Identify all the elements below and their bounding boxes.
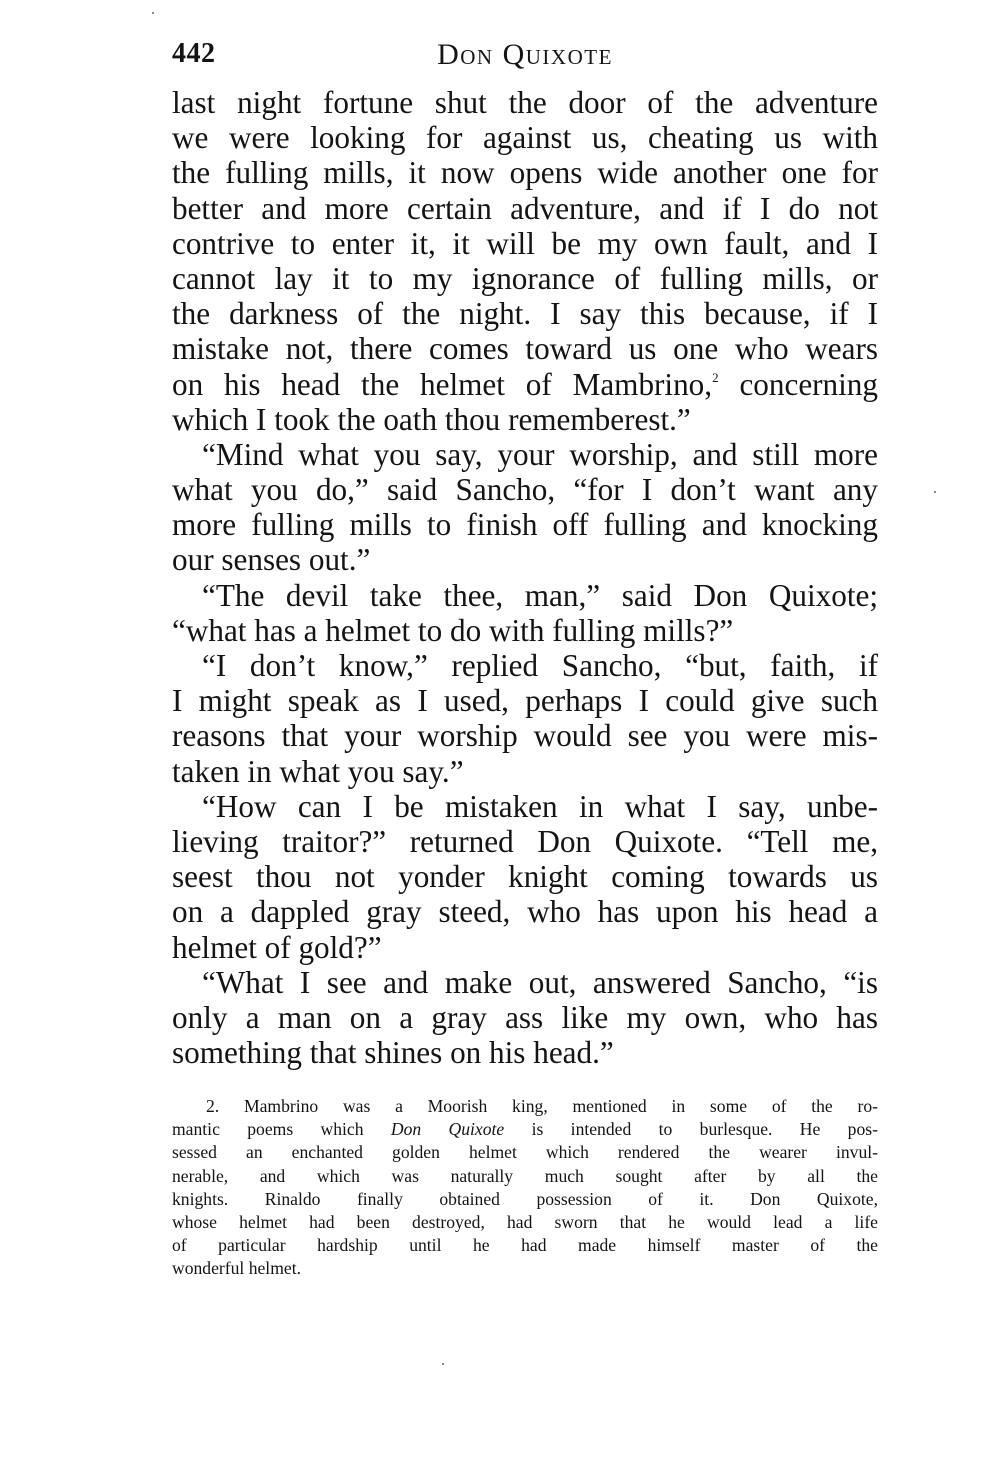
text-line: our senses out.”	[172, 542, 371, 578]
text-line: “The devil take thee, man,” said Don Quixote;	[202, 577, 878, 613]
footnote	[172, 1095, 878, 1281]
scan-speck	[442, 1363, 444, 1365]
text-line: “How can I be mistaken in what I say, unbe-	[202, 788, 878, 824]
text-line	[172, 367, 878, 402]
page-header	[172, 38, 878, 82]
footnote-line: wonderful helmet.	[172, 1258, 301, 1279]
text-line: something that shines on his head.”	[172, 1035, 614, 1071]
text-line: what you do,” said Sancho, “for I don’t want any	[172, 472, 878, 508]
text-line: “I don’t know,” replied Sancho, “but, faith, if	[202, 648, 878, 683]
footnote-segment: is intended to burlesque. He pos-	[504, 1119, 878, 1140]
text-line: reasons that your worship would see you were mis-	[172, 718, 878, 754]
text-line: contrive to enter it, it will be my own fault, and I	[172, 225, 878, 261]
text-line: “What I see and make out, answered Sancho, “is	[202, 964, 878, 1000]
footnote-segment: mantic poems which	[172, 1119, 391, 1140]
body-text	[172, 85, 878, 1070]
footnote-line: of particular hardship until he had made himself master of the	[172, 1235, 878, 1256]
text-line: which I took the oath thou rememberest.”	[172, 401, 691, 437]
text-line: last night fortune shut the door of the adventure	[172, 85, 878, 120]
text-line: helmet of gold?”	[172, 929, 382, 965]
text-line: taken in what you say.”	[172, 753, 464, 789]
text-line: we were looking for against us, cheating us with	[172, 120, 878, 156]
scan-speck	[934, 491, 936, 493]
scan-speck	[152, 12, 154, 14]
text-line: more fulling mills to finish off fulling and knocking	[172, 507, 878, 543]
text-line: on a dappled gray steed, who has upon his head a	[172, 894, 878, 930]
footnote-line	[172, 1118, 878, 1141]
footnote-reference: 2	[712, 369, 719, 385]
text-line: mistake not, there comes toward us one who wears	[172, 331, 878, 367]
page-number: 442	[172, 38, 216, 69]
text-line: the darkness of the night. I say this because, if I	[172, 296, 878, 332]
text-line: only a man on a gray ass like my own, who has	[172, 999, 878, 1035]
text-line: the fulling mills, it now opens wide another one for	[172, 155, 878, 191]
footnote-line: 2. Mambrino was a Moorish king, mentioned in some of the ro-	[206, 1096, 878, 1116]
text-line: better and more certain adventure, and if I do not	[172, 190, 878, 226]
text-line: cannot lay it to my ignorance of fulling mills, or	[172, 260, 878, 296]
footnote-line: whose helmet had been destroyed, had sworn that he would lead a life	[172, 1211, 878, 1232]
text-segment: concerning	[718, 366, 878, 402]
footnote-line: sessed an enchanted golden helmet which rendered the wearer invul-	[172, 1142, 878, 1163]
text-line: I might speak as I used, perhaps I could give such	[172, 683, 878, 719]
running-title: Don Quixote	[437, 38, 613, 71]
text-line: “what has a helmet to do with fulling mills?”	[172, 612, 734, 648]
footnote-book-title: Don Quixote	[390, 1119, 505, 1140]
footnote-line: nerable, and which was naturally much sought after by all the	[172, 1165, 878, 1186]
text-line: lieving traitor?” returned Don Quixote. “Tell me,	[172, 823, 878, 859]
text-line: seest thou not yonder knight coming towards us	[172, 859, 878, 895]
text-line: “Mind what you say, your worship, and still more	[202, 436, 878, 472]
footnote-line: knights. Rinaldo finally obtained possession of it. Don Quixote,	[172, 1188, 878, 1209]
text-segment: on his head the helmet of Mambrino,	[172, 366, 713, 402]
